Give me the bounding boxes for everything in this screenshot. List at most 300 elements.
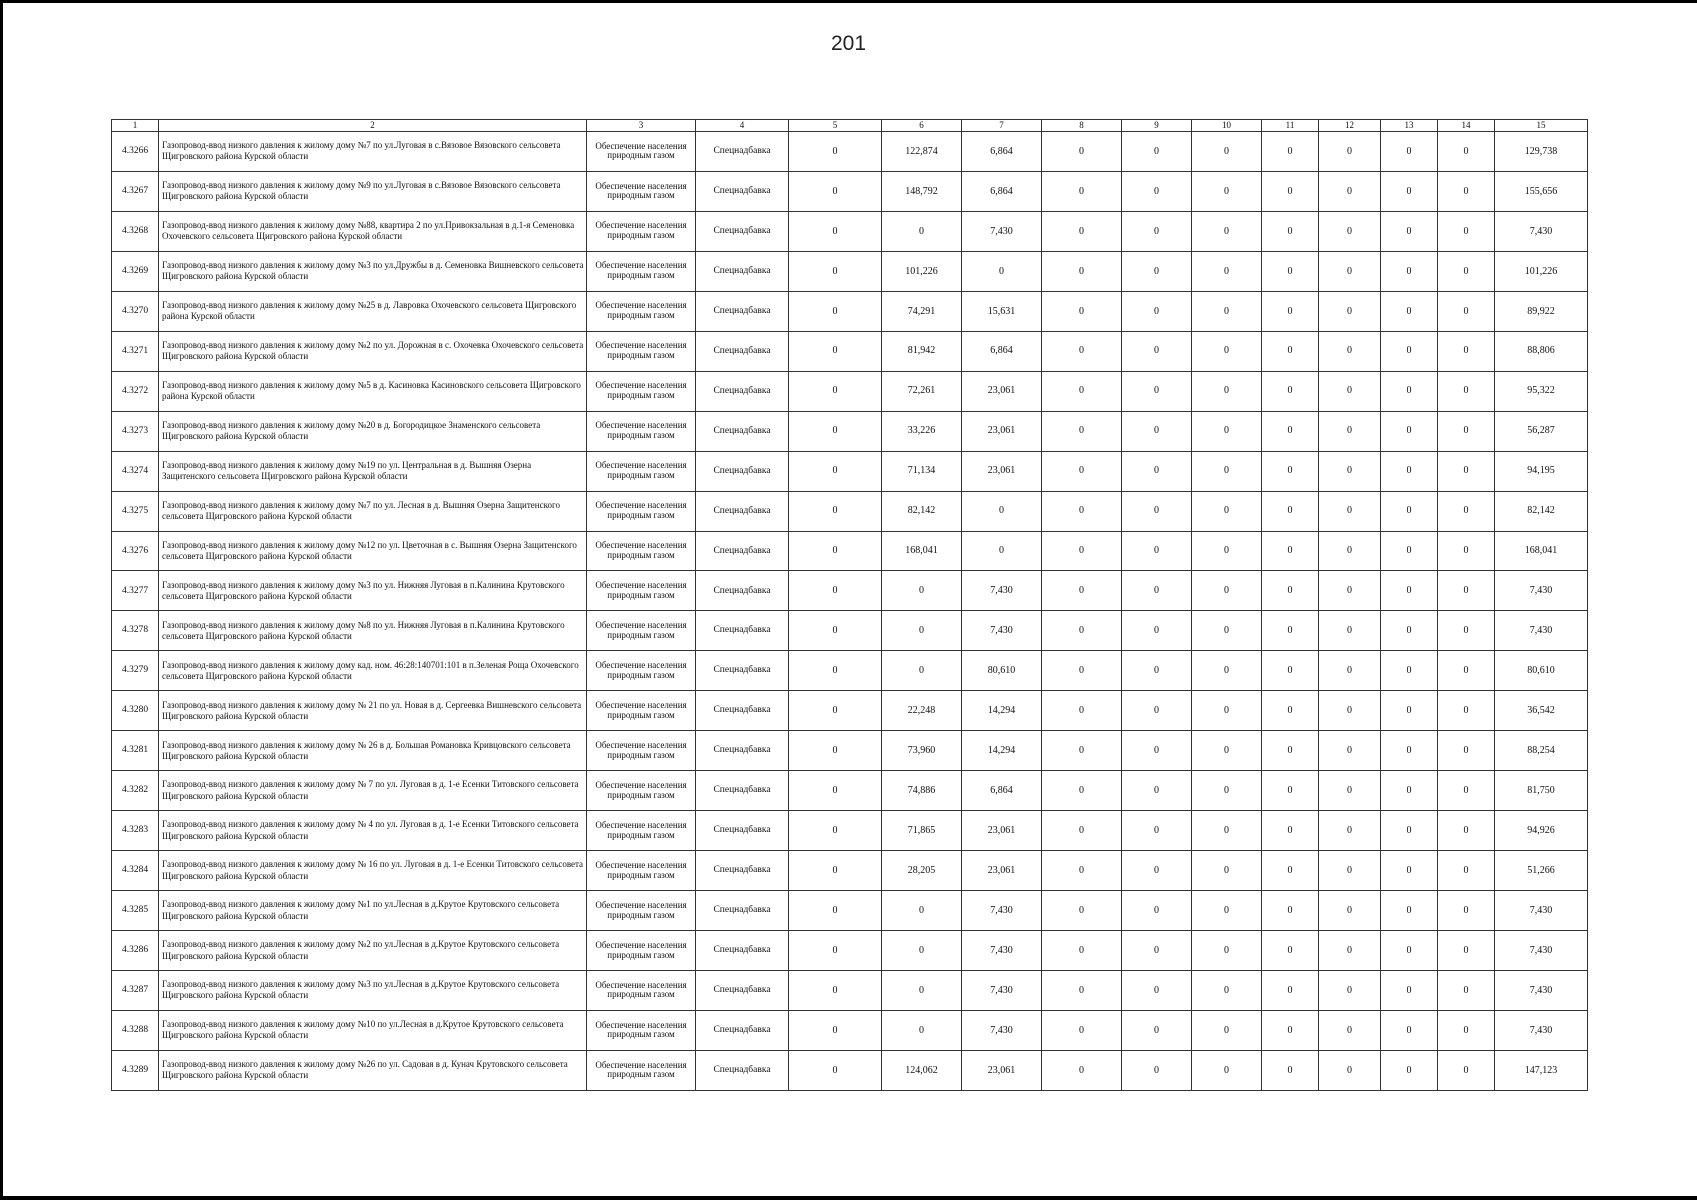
value-cell-12: 0 [1319, 1050, 1381, 1090]
funding-source-cell: Спецнадбавка [696, 371, 789, 411]
table-row [112, 971, 1588, 1011]
purpose-cell: Обеспечение населения природным газом [587, 891, 696, 931]
funding-source-cell: Спецнадбавка [696, 651, 789, 691]
value-cell-7: 23,061 [962, 371, 1042, 411]
funding-source-cell: Спецнадбавка [696, 411, 789, 451]
value-cell-14: 0 [1438, 1010, 1495, 1050]
row-number-cell: 4.3273 [112, 411, 159, 451]
object-description-cell: Газопровод-ввод низкого давления к жилому дому №2 по ул. Дорожная в с. Охочевка Охочевского сельсовета Щигровского района Курской области [159, 331, 587, 371]
value-cell-6: 148,792 [882, 171, 962, 211]
column-header: 12 [1319, 120, 1381, 132]
value-cell-13: 0 [1381, 1050, 1438, 1090]
table-row [112, 571, 1588, 611]
value-cell-10: 0 [1192, 371, 1262, 411]
value-cell-8: 0 [1042, 691, 1122, 731]
row-number-cell: 4.3266 [112, 132, 159, 172]
total-cell: 36,542 [1495, 691, 1588, 731]
value-cell-7: 23,061 [962, 811, 1042, 851]
value-cell-6: 71,134 [882, 451, 962, 491]
value-cell-11: 0 [1262, 491, 1319, 531]
value-cell-10: 0 [1192, 771, 1262, 811]
row-number-cell: 4.3281 [112, 731, 159, 771]
row-number-cell: 4.3283 [112, 811, 159, 851]
value-cell-14: 0 [1438, 571, 1495, 611]
value-cell-5: 0 [789, 571, 882, 611]
value-cell-5: 0 [789, 691, 882, 731]
total-cell: 95,322 [1495, 371, 1588, 411]
funding-source-cell: Спецнадбавка [696, 811, 789, 851]
value-cell-12: 0 [1319, 451, 1381, 491]
value-cell-9: 0 [1122, 371, 1192, 411]
object-description-cell: Газопровод-ввод низкого давления к жилому дому №7 по ул.Луговая в с.Вязовое Вязовского сельсовета Щигровского района Курской области [159, 132, 587, 172]
value-cell-9: 0 [1122, 611, 1192, 651]
purpose-cell: Обеспечение населения природным газом [587, 411, 696, 451]
value-cell-9: 0 [1122, 211, 1192, 251]
total-cell: 147,123 [1495, 1050, 1588, 1090]
value-cell-14: 0 [1438, 211, 1495, 251]
value-cell-11: 0 [1262, 291, 1319, 331]
funding-source-cell: Спецнадбавка [696, 971, 789, 1011]
row-number-cell: 4.3286 [112, 931, 159, 971]
value-cell-12: 0 [1319, 771, 1381, 811]
column-header: 13 [1381, 120, 1438, 132]
value-cell-11: 0 [1262, 891, 1319, 931]
value-cell-9: 0 [1122, 771, 1192, 811]
value-cell-6: 0 [882, 651, 962, 691]
total-cell: 88,254 [1495, 731, 1588, 771]
value-cell-10: 0 [1192, 571, 1262, 611]
column-header: 1 [112, 120, 159, 132]
value-cell-12: 0 [1319, 331, 1381, 371]
value-cell-10: 0 [1192, 531, 1262, 571]
table-header-row [112, 120, 1588, 132]
value-cell-8: 0 [1042, 1050, 1122, 1090]
value-cell-8: 0 [1042, 371, 1122, 411]
value-cell-7: 0 [962, 251, 1042, 291]
table-row [112, 771, 1588, 811]
value-cell-5: 0 [789, 491, 882, 531]
table-row [112, 171, 1588, 211]
value-cell-11: 0 [1262, 611, 1319, 651]
value-cell-13: 0 [1381, 971, 1438, 1011]
value-cell-11: 0 [1262, 651, 1319, 691]
value-cell-5: 0 [789, 531, 882, 571]
object-description-cell: Газопровод-ввод низкого давления к жилому дому № 21 по ул. Новая в д. Сергеевка Вишневского сельсовета Щигровского района Курской области [159, 691, 587, 731]
value-cell-9: 0 [1122, 451, 1192, 491]
column-header: 10 [1192, 120, 1262, 132]
table-row [112, 931, 1588, 971]
table-row [112, 611, 1588, 651]
total-cell: 81,750 [1495, 771, 1588, 811]
value-cell-12: 0 [1319, 371, 1381, 411]
value-cell-13: 0 [1381, 251, 1438, 291]
value-cell-12: 0 [1319, 611, 1381, 651]
value-cell-6: 101,226 [882, 251, 962, 291]
value-cell-6: 0 [882, 891, 962, 931]
value-cell-13: 0 [1381, 531, 1438, 571]
value-cell-6: 124,062 [882, 1050, 962, 1090]
value-cell-8: 0 [1042, 811, 1122, 851]
row-number-cell: 4.3275 [112, 491, 159, 531]
object-description-cell: Газопровод-ввод низкого давления к жилому дому № 7 по ул. Луговая в д. 1-е Есенки Титовского сельсовета Щигровского района Курской области [159, 771, 587, 811]
table-row [112, 411, 1588, 451]
value-cell-9: 0 [1122, 691, 1192, 731]
object-description-cell: Газопровод-ввод низкого давления к жилому дому № 16 по ул. Луговая в д. 1-е Есенки Титовского сельсовета Щигровского района Курской области [159, 851, 587, 891]
value-cell-9: 0 [1122, 571, 1192, 611]
value-cell-12: 0 [1319, 731, 1381, 771]
value-cell-9: 0 [1122, 1050, 1192, 1090]
row-number-cell: 4.3279 [112, 651, 159, 691]
value-cell-12: 0 [1319, 571, 1381, 611]
value-cell-6: 74,291 [882, 291, 962, 331]
purpose-cell: Обеспечение населения природным газом [587, 811, 696, 851]
value-cell-7: 6,864 [962, 132, 1042, 172]
object-description-cell: Газопровод-ввод низкого давления к жилому дому № 26 в д. Большая Романовка Кривцовского сельсовета Щигровского района Курской области [159, 731, 587, 771]
value-cell-5: 0 [789, 1050, 882, 1090]
table-row [112, 731, 1588, 771]
value-cell-10: 0 [1192, 451, 1262, 491]
table-row [112, 451, 1588, 491]
object-description-cell: Газопровод-ввод низкого давления к жилому дому №8 по ул. Нижняя Луговая в п.Калинина Крутовского сельсовета Щигровского района Курской области [159, 611, 587, 651]
purpose-cell: Обеспечение населения природным газом [587, 251, 696, 291]
value-cell-11: 0 [1262, 691, 1319, 731]
total-cell: 7,430 [1495, 931, 1588, 971]
value-cell-10: 0 [1192, 1010, 1262, 1050]
table-row [112, 1010, 1588, 1050]
total-cell: 82,142 [1495, 491, 1588, 531]
purpose-cell: Обеспечение населения природным газом [587, 1050, 696, 1090]
object-description-cell: Газопровод-ввод низкого давления к жилому дому №3 по ул.Дружбы в д. Семеновка Вишневского сельсовета Щигровского района Курской области [159, 251, 587, 291]
value-cell-13: 0 [1381, 371, 1438, 411]
value-cell-10: 0 [1192, 291, 1262, 331]
value-cell-6: 71,865 [882, 811, 962, 851]
row-number-cell: 4.3288 [112, 1010, 159, 1050]
object-description-cell: Газопровод-ввод низкого давления к жилому дому №12 по ул. Цветочная в с. Вышняя Озерна Защитенского сельсовета Щигровского района Курской области [159, 531, 587, 571]
value-cell-10: 0 [1192, 331, 1262, 371]
value-cell-13: 0 [1381, 691, 1438, 731]
object-description-cell: Газопровод-ввод низкого давления к жилому дому №19 по ул. Центральная в д. Вышняя Озерна Защитенского сельсовета Щигровского района Курской области [159, 451, 587, 491]
total-cell: 7,430 [1495, 971, 1588, 1011]
value-cell-6: 168,041 [882, 531, 962, 571]
table-row [112, 371, 1588, 411]
value-cell-11: 0 [1262, 571, 1319, 611]
purpose-cell: Обеспечение населения природным газом [587, 171, 696, 211]
value-cell-7: 14,294 [962, 731, 1042, 771]
value-cell-14: 0 [1438, 1050, 1495, 1090]
value-cell-13: 0 [1381, 171, 1438, 211]
funding-source-cell: Спецнадбавка [696, 291, 789, 331]
value-cell-10: 0 [1192, 731, 1262, 771]
value-cell-6: 28,205 [882, 851, 962, 891]
purpose-cell: Обеспечение населения природным газом [587, 331, 696, 371]
value-cell-7: 80,610 [962, 651, 1042, 691]
value-cell-12: 0 [1319, 171, 1381, 211]
value-cell-8: 0 [1042, 531, 1122, 571]
purpose-cell: Обеспечение населения природным газом [587, 132, 696, 172]
value-cell-7: 7,430 [962, 931, 1042, 971]
value-cell-13: 0 [1381, 211, 1438, 251]
value-cell-13: 0 [1381, 291, 1438, 331]
value-cell-7: 23,061 [962, 451, 1042, 491]
total-cell: 7,430 [1495, 611, 1588, 651]
purpose-cell: Обеспечение населения природным газом [587, 931, 696, 971]
value-cell-10: 0 [1192, 411, 1262, 451]
value-cell-7: 7,430 [962, 611, 1042, 651]
object-description-cell: Газопровод-ввод низкого давления к жилому дому №20 в д. Богородицкое Знаменского сельсовета Щигровского района Курской области [159, 411, 587, 451]
total-cell: 51,266 [1495, 851, 1588, 891]
value-cell-11: 0 [1262, 371, 1319, 411]
table-row [112, 132, 1588, 172]
value-cell-9: 0 [1122, 891, 1192, 931]
funding-source-cell: Спецнадбавка [696, 132, 789, 172]
total-cell: 168,041 [1495, 531, 1588, 571]
value-cell-10: 0 [1192, 132, 1262, 172]
value-cell-14: 0 [1438, 691, 1495, 731]
value-cell-11: 0 [1262, 771, 1319, 811]
column-header: 8 [1042, 120, 1122, 132]
value-cell-11: 0 [1262, 211, 1319, 251]
column-header: 15 [1495, 120, 1588, 132]
table-row [112, 651, 1588, 691]
value-cell-12: 0 [1319, 291, 1381, 331]
value-cell-7: 7,430 [962, 891, 1042, 931]
value-cell-5: 0 [789, 771, 882, 811]
value-cell-9: 0 [1122, 1010, 1192, 1050]
table-body [112, 120, 1588, 1091]
table-row [112, 491, 1588, 531]
total-cell: 80,610 [1495, 651, 1588, 691]
total-cell: 56,287 [1495, 411, 1588, 451]
value-cell-9: 0 [1122, 531, 1192, 571]
purpose-cell: Обеспечение населения природным газом [587, 371, 696, 411]
value-cell-11: 0 [1262, 251, 1319, 291]
column-header: 5 [789, 120, 882, 132]
total-cell: 94,926 [1495, 811, 1588, 851]
value-cell-12: 0 [1319, 971, 1381, 1011]
value-cell-5: 0 [789, 811, 882, 851]
value-cell-7: 7,430 [962, 211, 1042, 251]
row-number-cell: 4.3270 [112, 291, 159, 331]
value-cell-7: 15,631 [962, 291, 1042, 331]
value-cell-6: 0 [882, 931, 962, 971]
value-cell-8: 0 [1042, 291, 1122, 331]
funding-source-cell: Спецнадбавка [696, 451, 789, 491]
value-cell-10: 0 [1192, 971, 1262, 1011]
value-cell-10: 0 [1192, 171, 1262, 211]
value-cell-11: 0 [1262, 411, 1319, 451]
value-cell-14: 0 [1438, 411, 1495, 451]
value-cell-6: 0 [882, 611, 962, 651]
value-cell-10: 0 [1192, 811, 1262, 851]
total-cell: 89,922 [1495, 291, 1588, 331]
purpose-cell: Обеспечение населения природным газом [587, 651, 696, 691]
value-cell-10: 0 [1192, 891, 1262, 931]
value-cell-6: 72,261 [882, 371, 962, 411]
value-cell-12: 0 [1319, 531, 1381, 571]
funding-source-cell: Спецнадбавка [696, 1050, 789, 1090]
value-cell-6: 22,248 [882, 691, 962, 731]
row-number-cell: 4.3287 [112, 971, 159, 1011]
value-cell-9: 0 [1122, 251, 1192, 291]
value-cell-14: 0 [1438, 331, 1495, 371]
value-cell-12: 0 [1319, 811, 1381, 851]
value-cell-12: 0 [1319, 931, 1381, 971]
value-cell-8: 0 [1042, 571, 1122, 611]
value-cell-11: 0 [1262, 731, 1319, 771]
value-cell-5: 0 [789, 251, 882, 291]
value-cell-12: 0 [1319, 491, 1381, 531]
value-cell-5: 0 [789, 132, 882, 172]
total-cell: 129,738 [1495, 132, 1588, 172]
value-cell-8: 0 [1042, 1010, 1122, 1050]
value-cell-8: 0 [1042, 132, 1122, 172]
purpose-cell: Обеспечение населения природным газом [587, 211, 696, 251]
funding-source-cell: Спецнадбавка [696, 1010, 789, 1050]
value-cell-14: 0 [1438, 811, 1495, 851]
value-cell-8: 0 [1042, 851, 1122, 891]
value-cell-9: 0 [1122, 411, 1192, 451]
column-header: 11 [1262, 120, 1319, 132]
row-number-cell: 4.3280 [112, 691, 159, 731]
total-cell: 88,806 [1495, 331, 1588, 371]
table-row [112, 251, 1588, 291]
value-cell-12: 0 [1319, 251, 1381, 291]
value-cell-8: 0 [1042, 611, 1122, 651]
table-row [112, 891, 1588, 931]
funding-source-cell: Спецнадбавка [696, 491, 789, 531]
funding-source-cell: Спецнадбавка [696, 931, 789, 971]
value-cell-11: 0 [1262, 811, 1319, 851]
funding-source-cell: Спецнадбавка [696, 771, 789, 811]
value-cell-12: 0 [1319, 132, 1381, 172]
value-cell-13: 0 [1381, 931, 1438, 971]
value-cell-11: 0 [1262, 132, 1319, 172]
value-cell-9: 0 [1122, 811, 1192, 851]
value-cell-9: 0 [1122, 331, 1192, 371]
value-cell-12: 0 [1319, 851, 1381, 891]
value-cell-5: 0 [789, 211, 882, 251]
total-cell: 7,430 [1495, 891, 1588, 931]
column-header: 9 [1122, 120, 1192, 132]
value-cell-5: 0 [789, 731, 882, 771]
value-cell-11: 0 [1262, 971, 1319, 1011]
value-cell-13: 0 [1381, 491, 1438, 531]
value-cell-14: 0 [1438, 371, 1495, 411]
value-cell-11: 0 [1262, 451, 1319, 491]
purpose-cell: Обеспечение населения природным газом [587, 971, 696, 1011]
value-cell-8: 0 [1042, 331, 1122, 371]
object-description-cell: Газопровод-ввод низкого давления к жилому дому №88, квартира 2 по ул.Привокзальная в д.1-я Семеновка Охочевского сельсовета Щигровского района Курской области [159, 211, 587, 251]
row-number-cell: 4.3274 [112, 451, 159, 491]
value-cell-6: 74,886 [882, 771, 962, 811]
object-description-cell: Газопровод-ввод низкого давления к жилому дому №5 в д. Касиновка Касиновского сельсовета Щигровского района Курской области [159, 371, 587, 411]
table-row [112, 211, 1588, 251]
value-cell-10: 0 [1192, 211, 1262, 251]
value-cell-11: 0 [1262, 1050, 1319, 1090]
value-cell-14: 0 [1438, 451, 1495, 491]
funding-source-cell: Спецнадбавка [696, 171, 789, 211]
total-cell: 155,656 [1495, 171, 1588, 211]
value-cell-6: 73,960 [882, 731, 962, 771]
row-number-cell: 4.3285 [112, 891, 159, 931]
row-number-cell: 4.3284 [112, 851, 159, 891]
value-cell-13: 0 [1381, 611, 1438, 651]
object-description-cell: Газопровод-ввод низкого давления к жилому дому №3 по ул. Нижняя Луговая в п.Калинина Крутовского сельсовета Щигровского района Курской области [159, 571, 587, 611]
funding-source-cell: Спецнадбавка [696, 251, 789, 291]
row-number-cell: 4.3282 [112, 771, 159, 811]
value-cell-8: 0 [1042, 931, 1122, 971]
value-cell-13: 0 [1381, 1010, 1438, 1050]
row-number-cell: 4.3277 [112, 571, 159, 611]
object-description-cell: Газопровод-ввод низкого давления к жилому дому кад. ном. 46:28:140701:101 в п.Зеленая Роща Охочевского сельсовета Щигровского района Курской области [159, 651, 587, 691]
value-cell-8: 0 [1042, 651, 1122, 691]
value-cell-13: 0 [1381, 811, 1438, 851]
column-header: 2 [159, 120, 587, 132]
value-cell-6: 33,226 [882, 411, 962, 451]
object-description-cell: Газопровод-ввод низкого давления к жилому дому №26 по ул. Садовая в д. Кунач Крутовского сельсовета Щигровского района Курской области [159, 1050, 587, 1090]
purpose-cell: Обеспечение населения природным газом [587, 291, 696, 331]
value-cell-6: 122,874 [882, 132, 962, 172]
value-cell-6: 0 [882, 1010, 962, 1050]
value-cell-14: 0 [1438, 531, 1495, 571]
value-cell-13: 0 [1381, 411, 1438, 451]
row-number-cell: 4.3271 [112, 331, 159, 371]
column-header: 6 [882, 120, 962, 132]
value-cell-14: 0 [1438, 291, 1495, 331]
value-cell-10: 0 [1192, 491, 1262, 531]
value-cell-11: 0 [1262, 1010, 1319, 1050]
value-cell-5: 0 [789, 331, 882, 371]
value-cell-12: 0 [1319, 1010, 1381, 1050]
purpose-cell: Обеспечение населения природным газом [587, 851, 696, 891]
purpose-cell: Обеспечение населения природным газом [587, 771, 696, 811]
value-cell-8: 0 [1042, 771, 1122, 811]
value-cell-10: 0 [1192, 611, 1262, 651]
row-number-cell: 4.3269 [112, 251, 159, 291]
value-cell-9: 0 [1122, 851, 1192, 891]
table-row [112, 811, 1588, 851]
funding-source-cell: Спецнадбавка [696, 691, 789, 731]
funding-source-cell: Спецнадбавка [696, 531, 789, 571]
value-cell-5: 0 [789, 891, 882, 931]
purpose-cell: Обеспечение населения природным газом [587, 691, 696, 731]
purpose-cell: Обеспечение населения природным газом [587, 531, 696, 571]
funding-source-cell: Спецнадбавка [696, 851, 789, 891]
object-description-cell: Газопровод-ввод низкого давления к жилому дому №25 в д. Лавровка Охочевского сельсовета Щигровского района Курской области [159, 291, 587, 331]
purpose-cell: Обеспечение населения природным газом [587, 1010, 696, 1050]
value-cell-14: 0 [1438, 771, 1495, 811]
object-description-cell: Газопровод-ввод низкого давления к жилому дому №2 по ул.Лесная в д.Крутое Крутовского сельсовета Щигровского района Курской области [159, 931, 587, 971]
value-cell-14: 0 [1438, 891, 1495, 931]
value-cell-13: 0 [1381, 132, 1438, 172]
object-description-cell: Газопровод-ввод низкого давления к жилому дому №1 по ул.Лесная в д.Крутое Крутовского сельсовета Щигровского района Курской области [159, 891, 587, 931]
value-cell-10: 0 [1192, 651, 1262, 691]
value-cell-11: 0 [1262, 931, 1319, 971]
value-cell-6: 81,942 [882, 331, 962, 371]
value-cell-14: 0 [1438, 851, 1495, 891]
value-cell-9: 0 [1122, 491, 1192, 531]
value-cell-10: 0 [1192, 1050, 1262, 1090]
row-number-cell: 4.3289 [112, 1050, 159, 1090]
value-cell-7: 0 [962, 491, 1042, 531]
page-bottom-border [0, 1196, 1697, 1200]
value-cell-5: 0 [789, 451, 882, 491]
funding-source-cell: Спецнадбавка [696, 611, 789, 651]
value-cell-8: 0 [1042, 891, 1122, 931]
value-cell-12: 0 [1319, 211, 1381, 251]
value-cell-8: 0 [1042, 971, 1122, 1011]
row-number-cell: 4.3268 [112, 211, 159, 251]
